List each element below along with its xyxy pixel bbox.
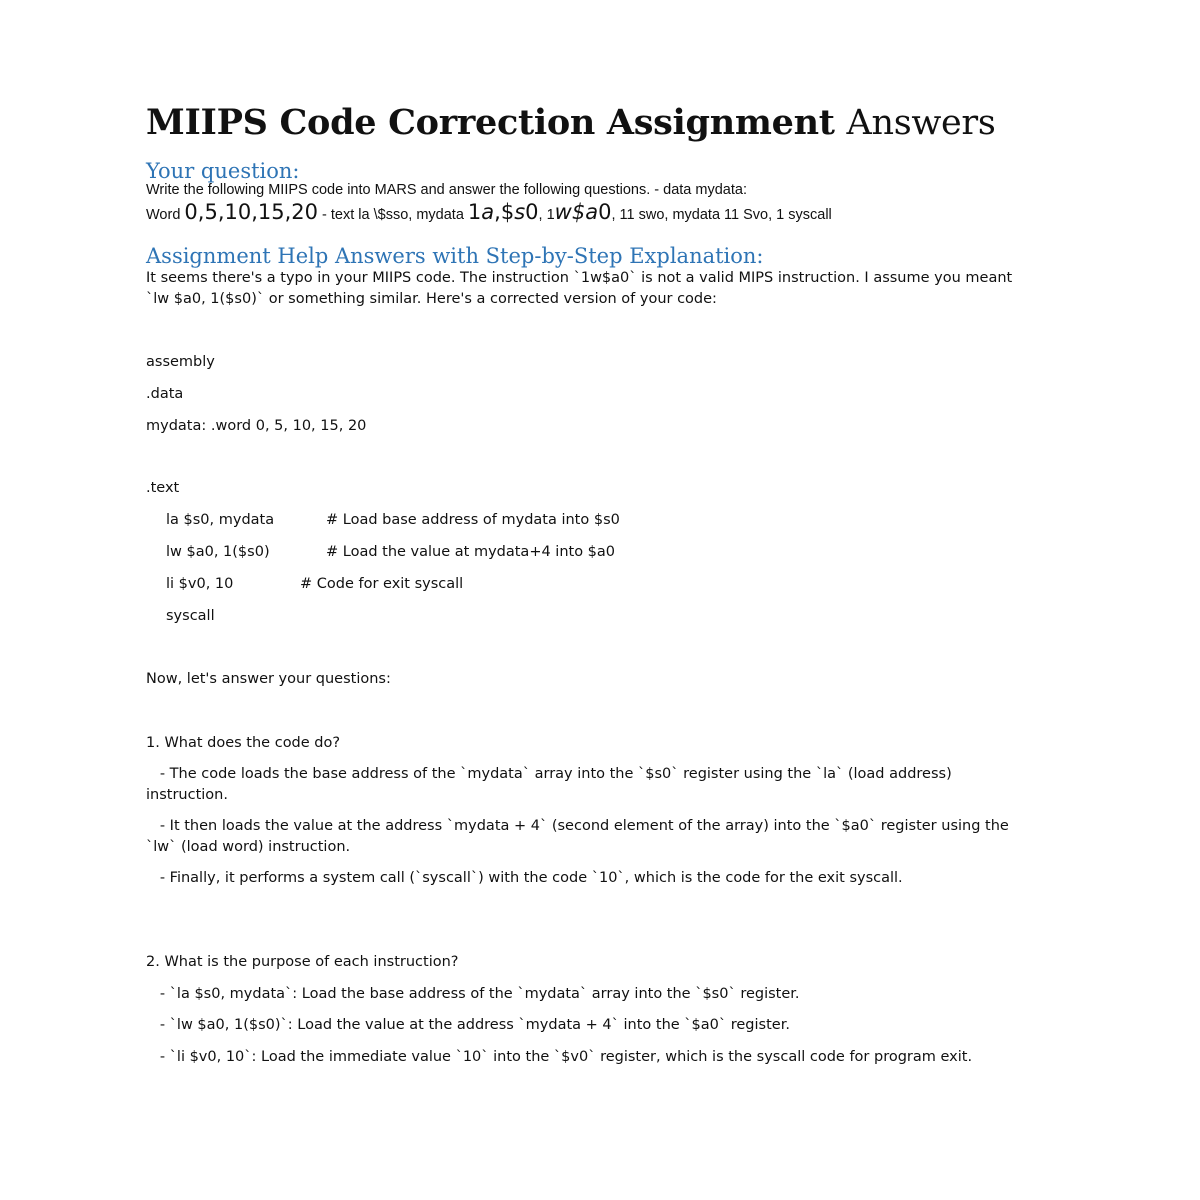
q2-part-h: 0 <box>525 200 539 224</box>
q2-part-m: 0 <box>598 200 612 224</box>
q2-part-e: a <box>481 200 495 224</box>
code-data-directive: .data <box>146 386 184 402</box>
q2-part-g: s <box>514 200 526 224</box>
question-heading: Your question: <box>146 159 300 183</box>
document-title <box>146 100 996 146</box>
q2-part-b: 0,5,10,15,20 <box>184 200 319 224</box>
q2-heading: 2. What is the purpose of each instruction? <box>146 954 459 970</box>
answer-heading: Assignment Help Answers with Step-by-Step Explanation: <box>146 244 764 268</box>
q2-part-d: 1 <box>467 200 482 224</box>
code-instruction-4: syscall <box>166 608 215 624</box>
intro-paragraph: It seems there's a typo in your MIIPS code. The instruction `1w$a0` is not a valid MIPS instruction. I assume you meant `lw $a0, 1($s0)` or something similar. Here's a corrected version of your code: <box>146 270 1013 307</box>
code-instruction-1: la $s0, mydata <box>166 512 275 528</box>
q2-part-k: $ <box>571 200 586 224</box>
code-language: assembly <box>146 354 215 370</box>
code-instruction-3: li $v0, 10 <box>166 576 234 592</box>
q2-part-c: - text la \$sso, mydata <box>318 207 468 223</box>
q2-part-j: w <box>554 200 572 224</box>
q2-part-l: a <box>585 200 599 224</box>
q1-point-1: - The code loads the base address of the `mydata` array into the `$s0` register using the `la` (load address) instruction. <box>146 766 957 803</box>
q2-part-a: Word <box>146 207 185 223</box>
code-comment-1: # Load base address of mydata into $s0 <box>326 512 620 528</box>
q1-point-2: - It then loads the value at the address `mydata + 4` (second element of the array) into the `$a0` register using the `lw` (load word) instruction. <box>146 818 1014 855</box>
q2-part-i: , 1 <box>538 207 555 223</box>
code-text-directive: .text <box>146 480 180 496</box>
now-text: Now, let's answer your questions: <box>146 671 391 687</box>
q1-heading: 1. What does the code do? <box>146 735 341 751</box>
title-normal: Answers <box>846 103 996 143</box>
q1-point-3: - Finally, it performs a system call (`syscall`) with the code `10`, which is the code for the exit syscall. <box>146 870 903 886</box>
code-comment-2: # Load the value at mydata+4 into $a0 <box>326 544 616 560</box>
question-line-2 <box>146 199 832 229</box>
code-comment-3: # Code for exit syscall <box>300 576 464 592</box>
q2-part-f: ,$ <box>494 200 515 224</box>
title-bold: MIIPS Code Correction Assignment <box>146 102 835 143</box>
question-line-1: Write the following MIIPS code into MARS and answer the following questions. - data mydata: <box>146 182 747 198</box>
code-instruction-2: lw $a0, 1($s0) <box>166 544 270 560</box>
q2-part-n: , 11 swo, mydata 11 Svo, 1 syscall <box>611 207 832 223</box>
q2-point-2: - `lw $a0, 1($s0)`: Load the value at the address `mydata + 4` into the `$a0` register. <box>146 1017 790 1033</box>
code-mydata-line: mydata: .word 0, 5, 10, 15, 20 <box>146 418 367 434</box>
q2-point-3: - `li $v0, 10`: Load the immediate value `10` into the `$v0` register, which is the syscall code for program exit. <box>146 1049 973 1065</box>
q2-point-1: - `la $s0, mydata`: Load the base address of the `mydata` array into the `$s0` register. <box>146 986 800 1002</box>
